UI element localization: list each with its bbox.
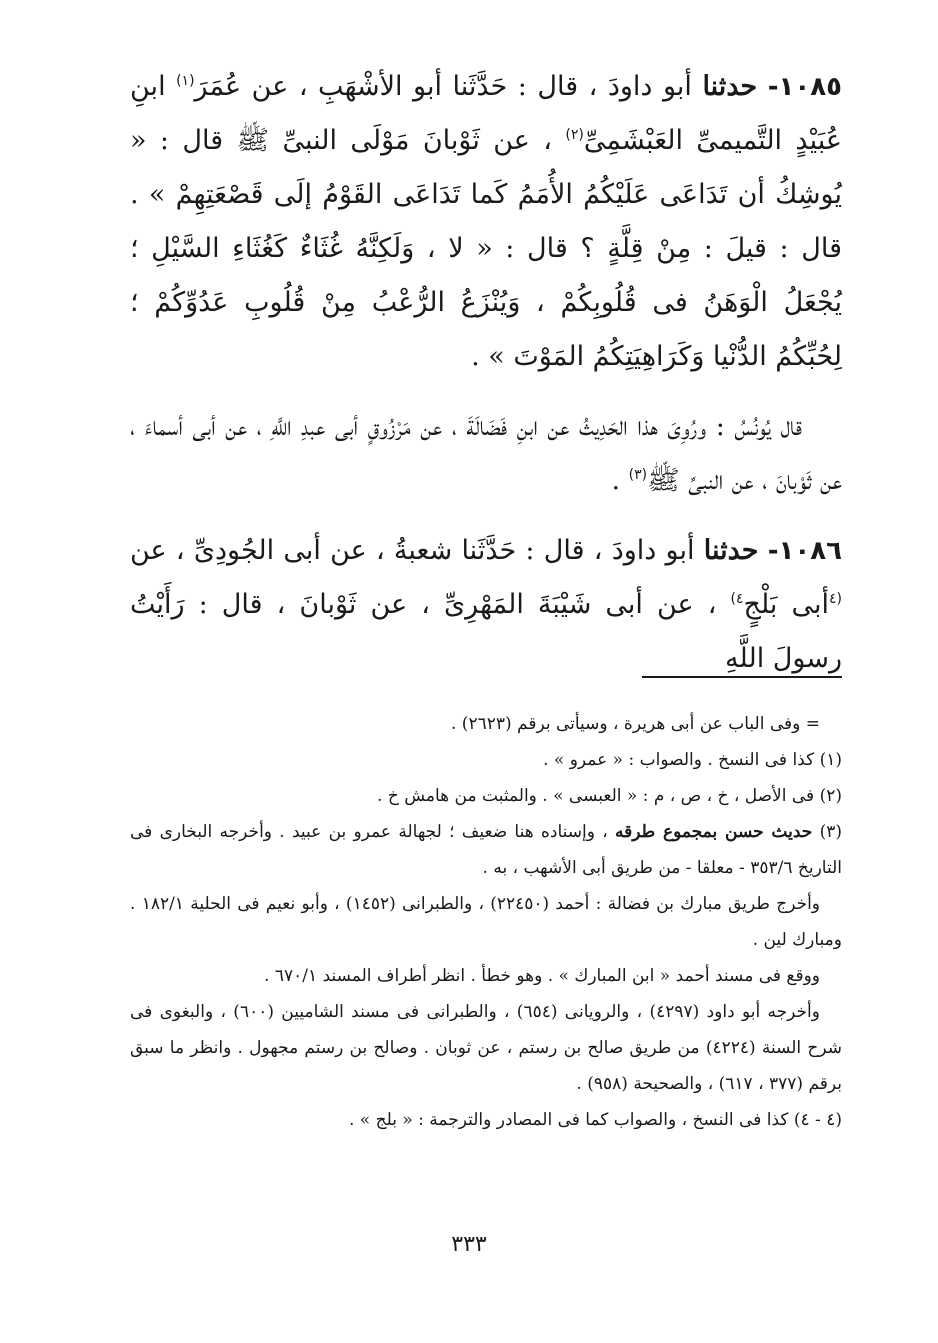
footnote-3	[130, 814, 842, 886]
hadith-1085-paragraph	[130, 60, 842, 384]
footnote-3-continued: ووقع فى مسند أحمد « ابن المبارك » . وهو خطأ . انظر أطراف المسند ٦٧٠/١ .	[264, 966, 820, 986]
footnote-ref[interactable]: (٣)	[628, 467, 648, 483]
hadith-text: ، عن ثَوْبانَ مَوْلَى النبىِّ ﷺ قال : « يُوشِكُ أن تَدَاعَى عَلَيْكُمُ الأُمَمُ كَما تَدَاعَى القَوْمُ إلَى قَصْعَتِهِمْ » . قال : قيلَ : مِنْ قِلَّةٍ ؟ قال : « لا ، وَلَكِنَّهُ غُثَاءٌ كَغُثَاءِ السَّيْلِ ؛ يُجْعَلُ الْوَهَنُ فى قُلُوبِكُمْ ، وَيُنْزَعُ الرُّعْبُ مِنْ قُلُوبِ عَدُوِّكُمْ ؛ لِحُبِّكُمُ الدُّنْيا وَكَرَاهِيَتِكُمُ المَوْتَ » .	[130, 125, 842, 372]
hadith-text: ، عن أبى شَيْبَةَ المَهْرِىِّ ، عن ثَوْبانَ ، قال : رَأَيْتُ رسولَ اللَّهِ	[130, 589, 842, 674]
footnote-2: (٢) فى الأصل ، خ ، ص ، م : « العبسى » . والمثبت من هامش خ .	[377, 786, 842, 806]
yunus-paragraph	[130, 400, 842, 508]
hadith-head-word: حدثنا	[703, 535, 759, 566]
hadith-text: قال يُونُسُ : ورُوِىَ هذا الحَدِيثُ عن ابنِ فَضَالَةَ ، عن مَرْزُوقٍ أبى عبدِ اللَّهِ ، عن أبى أسماءَ ، عن ثَوْبانَ ، عن النبىِّ ﷺ	[130, 411, 842, 496]
footnote-ref[interactable]: (١)	[176, 73, 195, 89]
footnote-text: ، وإسناده هنا ضعيف ؛ لجهالة عمرو بن عبيد . وأخرجه البخارى فى التاريخ ٣٥٣/٦ - معلقا - من طريق أبى الأشهب ، به .	[130, 822, 842, 878]
hadith-number: ١٠٨٥-	[767, 72, 842, 102]
hadith-text: أبو داودَ ، قال : حَدَّثَنا أبو الأشْهَبِ ، عن عُمَرَ	[194, 71, 703, 102]
hadith-1086-paragraph	[130, 524, 842, 686]
footnote-4: (٤ - ٤) كذا فى النسخ ، والصواب كما فى المصادر والترجمة : « بلج » .	[349, 1110, 842, 1130]
footnote-ref[interactable]: ٤)	[730, 591, 744, 607]
footnote-3-continued: وأخرجه أبو داود (٤٢٩٧) ، والرويانى (٦٥٤) ، والطبرانى فى مسند الشاميين (٦٠٠) ، والبغوى فى شرح السنة (٤٢٢٤) من طريق صالح بن رستم ، عن ثوبان . وصالح بن رستم مجهول . وانظر ما سبق برقم (٣٧٧ ، ٦١٧) ، والصحيحة (٩٥٨) .	[130, 1002, 842, 1094]
footnote-continuation: = وفى الباب عن أبى هريرة ، وسيأتى برقم (٢٦٢٣) .	[451, 714, 820, 734]
footnotes-block	[130, 706, 842, 1138]
footnote-ref[interactable]: (٤	[829, 591, 842, 607]
main-text-block	[130, 60, 842, 702]
hadith-text: أبى بَلْجٍ	[743, 589, 829, 620]
hadith-text: ابنِ عُبَيْدٍ التَّميمىِّ العَبْشَمِىِّ	[130, 71, 843, 156]
footnote-3-continued: وأخرج طريق مبارك بن فضالة : أحمد (٢٢٤٥٠) ، والطبرانى (١٤٥٢) ، وأبو نعيم فى الحلية ١٨٢/١ . ومبارك لين .	[130, 894, 842, 950]
footnote-1: (١) كذا فى النسخ . والصواب : « عمرو » .	[543, 750, 842, 770]
hadith-text: أبو داودَ ، قال : حَدَّثَنا شعبةُ ، عن أبى الجُودِىِّ ، عن	[130, 535, 704, 566]
hadith-head-word: حدثنا	[702, 71, 758, 102]
footnote-separator	[642, 676, 842, 678]
hadith-number: ١٠٨٦-	[767, 536, 842, 566]
footnote-ref[interactable]: (٢)	[565, 127, 584, 143]
hadith-text: .	[611, 465, 629, 496]
footnote-grade: حديث حسن بمجموع طرقه	[615, 822, 813, 842]
page-number: ٣٣٣	[451, 1232, 487, 1257]
footnote-number: (٣)	[812, 822, 842, 842]
